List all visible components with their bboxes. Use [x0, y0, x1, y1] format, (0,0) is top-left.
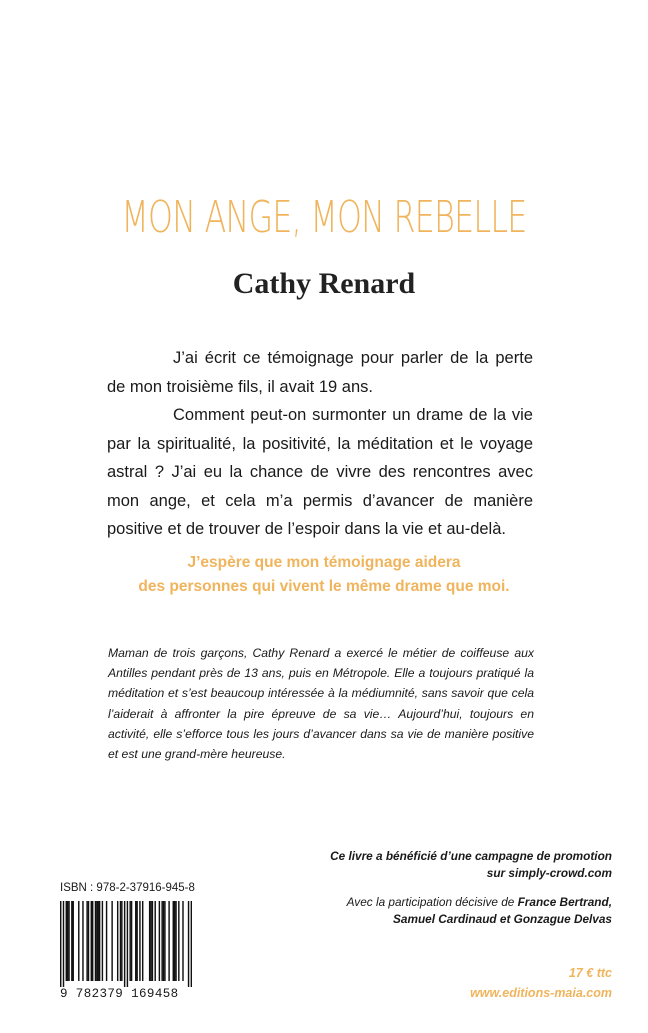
barcode-bar [135, 901, 136, 981]
promotion-note [330, 848, 612, 882]
barcode-bar [124, 901, 125, 987]
barcode-bar [102, 901, 103, 981]
barcode-bar [154, 901, 155, 981]
barcode-bar [149, 901, 150, 981]
barcode-bar [159, 901, 160, 981]
quote-line-2: des personnes qui vivent le même drame que moi. [138, 578, 510, 595]
barcode-bar [178, 901, 179, 981]
participation-prefix: Avec la participation décisive de [346, 895, 518, 909]
barcode-bar [163, 901, 164, 981]
book-title: MON ANGE, MON REBELLE [121, 192, 527, 243]
barcode-bar [88, 901, 89, 981]
participation-names-1: France Bertrand, [517, 895, 612, 909]
synopsis-paragraph-2: Comment peut-on surmonter un drame de la vie par la spiritualité, la positivité, la méditation et le voyage astral ? J’ai eu la chance de vivre des rencontres avec mon ange, et cela m’a permis d’avancer de manière positive et de trouver de l’espoir dans la vie et au-delà. [107, 406, 533, 538]
barcode-bar [120, 901, 121, 981]
promo-line-2: sur simply-crowd.com [486, 866, 612, 880]
barcode-bar [142, 901, 143, 981]
promo-line-1: Ce livre a bénéficié d’une campagne de promotion [330, 849, 612, 863]
barcode-bar [73, 901, 74, 981]
barcode-bar [150, 901, 151, 981]
barcode-bar [117, 901, 118, 981]
barcode-bar [164, 901, 165, 981]
barcode-bar [82, 901, 83, 981]
barcode-bar [95, 901, 96, 981]
highlight-quote [0, 551, 648, 599]
barcode-bar [71, 901, 72, 981]
price: 17 € ttc [568, 966, 612, 980]
quote-line-1: J’espère que mon témoignage aidera [187, 554, 461, 571]
barcode-bar [168, 901, 169, 981]
barcode-bar [188, 901, 189, 987]
participation-names-2: Samuel Cardinaud et Gonzague Delvas [393, 912, 612, 926]
barcode-bar [67, 901, 68, 981]
isbn-label: ISBN : 978-2-37916-945-8 [60, 882, 195, 894]
participation-line-2 [347, 911, 612, 928]
barcode-bar [60, 901, 61, 987]
barcode-bar [99, 901, 100, 981]
barcode-bar [161, 901, 162, 981]
barcode-bar [111, 901, 112, 981]
barcode-bar [78, 901, 79, 981]
synopsis [107, 344, 533, 544]
barcode-bar [182, 901, 183, 981]
barcode-bar [127, 901, 128, 987]
barcode-bar [136, 901, 137, 981]
barcode-bar [129, 901, 130, 981]
barcode-bar [98, 901, 99, 981]
author-name: Cathy Renard [232, 267, 416, 300]
publisher-website: www.editions-maia.com [470, 986, 612, 1000]
barcode-bar [121, 901, 122, 981]
barcode-bar [68, 901, 69, 981]
barcode-bar [139, 901, 140, 981]
barcode [60, 901, 192, 987]
barcode-bar [92, 901, 93, 981]
barcode-bar [63, 901, 64, 987]
barcode-bar [131, 901, 132, 981]
barcode-bar [96, 901, 97, 981]
barcode-bar [91, 901, 92, 981]
barcode-bar [106, 901, 107, 981]
synopsis-paragraph-1: J’ai écrit ce témoignage pour parler de la perte de mon troisième fils, il avait 19 ans. [107, 349, 533, 396]
barcode-bar [66, 901, 67, 981]
barcode-bar [173, 901, 174, 981]
barcode-bar [152, 901, 153, 981]
barcode-bar [175, 901, 176, 981]
barcode-bar [191, 901, 192, 987]
barcode-bar [174, 901, 175, 981]
participation-note [347, 894, 612, 928]
barcode-bar [86, 901, 87, 981]
author-bio: Maman de trois garçons, Cathy Renard a exercé le métier de coiffeuse aux Antilles pendant près de 13 ans, puis en Métropole. Elle a toujours pratiqué la méditation et s’est beaucoup intéressée à la médiumnité, sans savoir que cela l’aiderait à affronter la pire épreuve de sa vie… Aujourd’hui, toujours en activité, elle s’efforce tous les jours d’avancer dans sa vie de manière positive et est une grand-mère heureuse. [108, 646, 534, 762]
barcode-number: 9 782379 169458 [60, 987, 179, 1001]
participation-line-1 [347, 894, 612, 911]
